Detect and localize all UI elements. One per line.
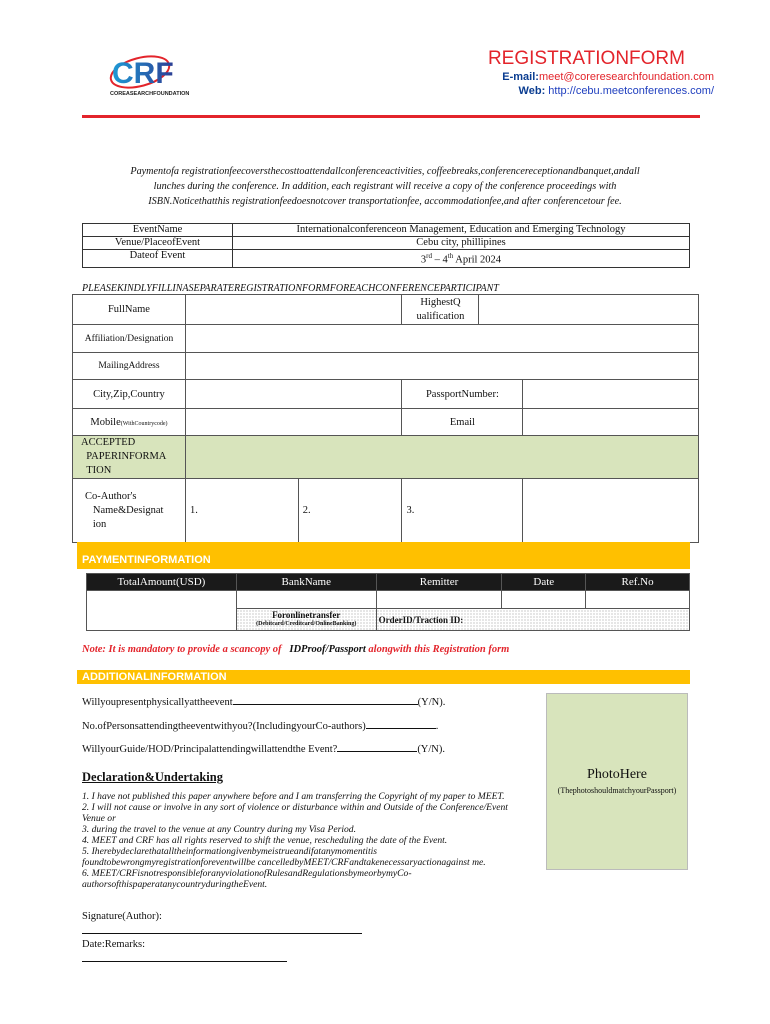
venue-label: Venue/PlaceofEvent bbox=[83, 237, 233, 250]
email-field[interactable] bbox=[523, 409, 699, 436]
intro-line-1: Paymentofa registrationfeecoversthecosttoattendallconferenceactivities, coffeebreaks,conferencereceptionandbanquet,andall bbox=[130, 166, 640, 177]
bank-name-header: BankName bbox=[236, 574, 376, 591]
page-title: REGISTRATIONFORM bbox=[487, 48, 685, 69]
remitter-header: Remitter bbox=[376, 574, 502, 591]
passport-field[interactable] bbox=[523, 380, 699, 409]
co-author-2-field[interactable]: 2. bbox=[298, 479, 402, 543]
intro-line-3: ISBN.Noticethatthis registrationfeedoesnotcover transportationfee, accommodationfee,and after conferencetour fee. bbox=[148, 196, 622, 207]
co-author-4-field[interactable] bbox=[523, 479, 699, 543]
passport-label: PassportNumber: bbox=[402, 380, 523, 409]
remitter-field[interactable] bbox=[376, 591, 502, 609]
total-amount-field[interactable] bbox=[87, 591, 237, 631]
additional-header: ADDITIONALINFORMATION bbox=[77, 670, 690, 684]
mailing-address-field[interactable] bbox=[185, 353, 698, 380]
mobile-label: Mobile(WithCountrycode) bbox=[73, 409, 186, 436]
web-label: Web: bbox=[518, 85, 546, 97]
event-date-value: 3rd – 4th April 2024 bbox=[233, 250, 690, 268]
contact-block bbox=[380, 70, 714, 98]
bank-name-field[interactable] bbox=[236, 591, 376, 609]
logo-tagline: COREASEARCHFOUNDATION bbox=[110, 91, 190, 97]
date-remarks-block bbox=[82, 938, 702, 967]
order-id-field[interactable]: OrderID/Traction ID: bbox=[376, 609, 689, 631]
accepted-paper-field[interactable] bbox=[185, 436, 698, 479]
payment-table bbox=[86, 573, 690, 631]
mandatory-note: Note: It is mandatory to provide a scancopy of IDProof/Passport alongwith this Registration form bbox=[82, 644, 510, 655]
online-transfer-label: Foronlinetransfer (Debitcard/Creditcard/OnlineBanking) bbox=[236, 609, 376, 631]
email-link[interactable]: meet@coreresearchfoundation.com bbox=[538, 71, 714, 83]
event-date-label: Dateof Event bbox=[83, 250, 233, 268]
header-divider bbox=[82, 115, 700, 118]
city-field[interactable] bbox=[185, 380, 402, 409]
affiliation-label: Affiliation/Designation bbox=[73, 325, 186, 353]
venue-value: Cebu city, phillipines bbox=[233, 237, 690, 250]
date-header: Date bbox=[502, 574, 586, 591]
web-link[interactable]: http://cebu.meetconferences.com/ bbox=[548, 85, 714, 97]
remarks-line[interactable] bbox=[82, 952, 287, 962]
full-name-label: FullName bbox=[73, 295, 186, 325]
date-label: Date: bbox=[82, 939, 105, 950]
accepted-paper-label: ACCEPTED PAPERINFORMA TION bbox=[73, 436, 186, 479]
city-label: City,Zip,Country bbox=[73, 380, 186, 409]
photo-subtitle: (ThephotoshouldmatchyourPassport) bbox=[557, 786, 677, 795]
payment-header: PAYMENTINFORMATION bbox=[77, 542, 690, 569]
persons-answer-line[interactable] bbox=[366, 719, 436, 729]
email-field-label: Email bbox=[402, 409, 523, 436]
mailing-address-label: MailingAddress bbox=[73, 353, 186, 380]
event-name-label: EventName bbox=[83, 224, 233, 237]
co-author-3-field[interactable]: 3. bbox=[402, 479, 523, 543]
question-guide: WillyourGuide/HOD/Principalattendingwillattendthe Event? (Y/N). bbox=[82, 744, 446, 755]
co-author-1-field[interactable]: 1. bbox=[185, 479, 298, 543]
total-amount-header: TotalAmount(USD) bbox=[87, 574, 237, 591]
question-persons: No.ofPersonsattendingtheeventwithyou?(IncludingyourCo-authors) . bbox=[82, 721, 439, 732]
event-name-value: Internationalconferenceon Management, Education and Emerging Technology bbox=[233, 224, 690, 237]
photo-title: PhotoHere bbox=[587, 767, 647, 782]
guide-answer-line[interactable] bbox=[337, 742, 417, 752]
intro-line-2: lunches during the conference. In addition, each registrant will receive a copy of the conference proceedings with bbox=[153, 181, 617, 192]
affiliation-field[interactable] bbox=[185, 325, 698, 353]
co-author-label: Co-Author's Name&Designat ion bbox=[73, 479, 186, 543]
event-table bbox=[82, 223, 690, 268]
intro-text bbox=[84, 164, 686, 209]
email-label: E-mail: bbox=[502, 71, 539, 83]
mobile-field[interactable] bbox=[185, 409, 402, 436]
qualification-field[interactable] bbox=[479, 295, 699, 325]
remarks-label: Remarks: bbox=[104, 939, 145, 950]
physical-answer-line[interactable] bbox=[233, 695, 418, 705]
signature-line bbox=[82, 933, 362, 934]
date-field[interactable] bbox=[502, 591, 586, 609]
declaration-text: 1. I have not published this paper anywhere before and I am transferring the Copyright of my paper to MEET. 2. I will not cause or involve in any sort of violence or disturbance within and Outside of the Conference/Event Venue or 3. during the travel to the venue at any Country during my Visa Period. 4. MEET and CRF has all rights reserved to shift the venue, rescheduling the date of the Event. 5. Iherebydeclarethatalltheinformationgivenbymeistrueandifatanymomentitis foundtobewrongmyregistrationforeventwillbe cancelledbyMEET/CRFandtakenecessaryactionagainst me. 6. MEET/CRFisnotresponsibleforanyviolationofRulesandRegulationsbymeorbymyCo- authorsofthispaperatanycountryduringtheEvent. bbox=[82, 791, 508, 890]
signature-label: Signature(Author): bbox=[82, 911, 162, 922]
ref-no-header: Ref.No bbox=[586, 574, 690, 591]
signature-row bbox=[82, 911, 162, 922]
logo-mark: CRF bbox=[112, 57, 174, 90]
highest-qualification-label: HighestQ ualification bbox=[402, 295, 479, 325]
participant-table bbox=[72, 294, 699, 543]
declaration-heading: Declaration&Undertaking bbox=[82, 770, 223, 784]
crf-logo bbox=[100, 50, 220, 100]
separate-form-note: PLEASEKINDLYFILLINASEPARATEREGISTRATIONFORMFOREACHCONFERENCEPARTICIPANT bbox=[82, 283, 499, 294]
ref-no-field[interactable] bbox=[586, 591, 690, 609]
question-physical: Willyoupresentphysicallyattheevent (Y/N). bbox=[82, 697, 446, 708]
full-name-field[interactable] bbox=[185, 295, 402, 325]
photo-box[interactable] bbox=[546, 693, 688, 870]
